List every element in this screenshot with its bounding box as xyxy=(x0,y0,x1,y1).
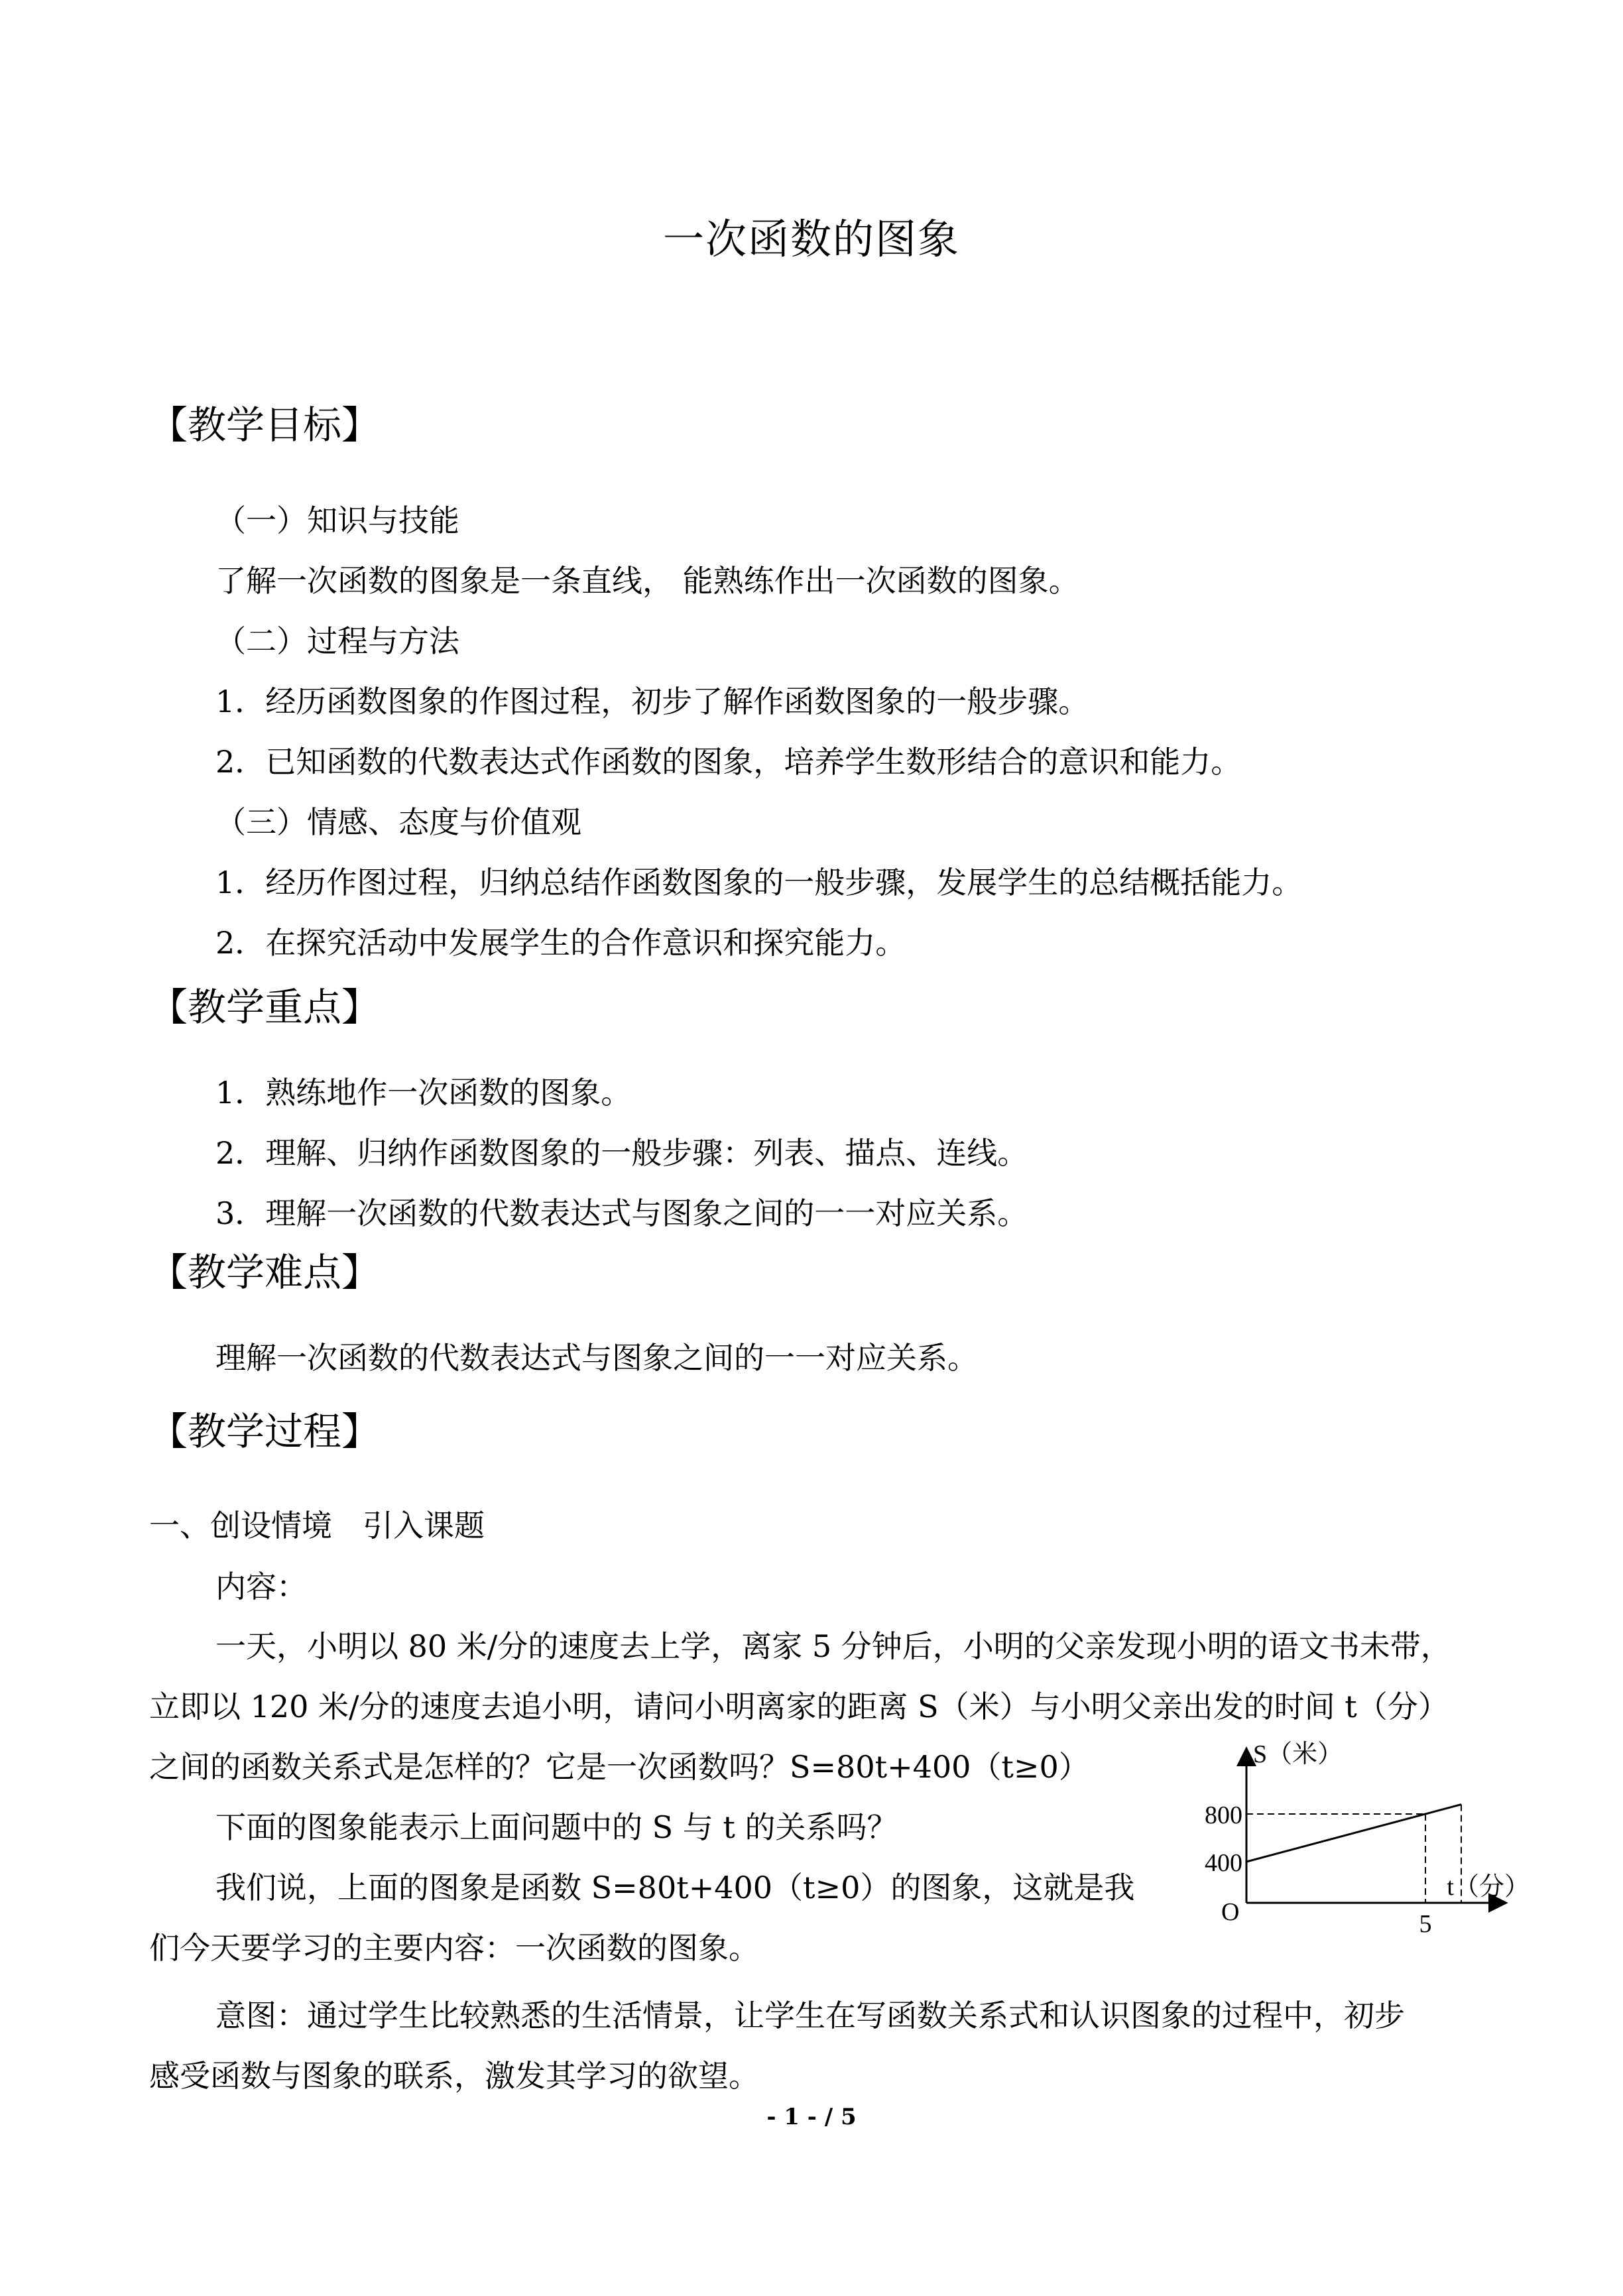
goals-sub1-text: 了解一次函数的图象是一条直线， 能熟练作出一次函数的图象。 xyxy=(215,563,1079,599)
process-part1-title: 一、创设情境 引入课题 xyxy=(149,1508,485,1543)
x-tick-label: 5 xyxy=(1419,1910,1432,1938)
origin-label: O xyxy=(1221,1898,1240,1926)
heading-goals: 【教学目标】 xyxy=(149,402,381,448)
process-para2: 下面的图象能表示上面问题中的 S 与 t 的关系吗？ xyxy=(215,1809,898,1845)
key-point-item: 1．熟练地作一次函数的图象。 xyxy=(215,1075,632,1111)
goals-sub2-item: 2．已知函数的代数表达式作函数的图象，培养学生数形结合的意识和能力。 xyxy=(215,744,1242,780)
goals-sub3-item: 1．经历作图过程，归纳总结作函数图象的一般步骤，发展学生的总结概括能力。 xyxy=(215,865,1303,900)
process-intent-line1: 意图：通过学生比较熟悉的生活情景，让学生在写函数关系式和认识图象的过程中，初步 xyxy=(215,1998,1405,2033)
y-axis-label: S（米） xyxy=(1253,1740,1343,1768)
goals-sub3: （三）情感、态度与价值观 xyxy=(215,804,581,840)
key-point-item: 2．理解、归纳作函数图象的一般步骤：列表、描点、连线。 xyxy=(215,1135,1028,1171)
process-intent-line2: 感受函数与图象的联系，激发其学习的欲望。 xyxy=(149,2058,759,2094)
goals-sub2-item: 1．经历函数图象的作图过程，初步了解作函数图象的一般步骤。 xyxy=(215,684,1089,719)
goals-sub3-item: 2．在探究活动中发展学生的合作意识和探究能力。 xyxy=(215,925,906,961)
y-tick-label: 400 xyxy=(1205,1849,1242,1877)
series-line-s-80t-400 xyxy=(1246,1805,1461,1862)
heading-key-points: 【教学重点】 xyxy=(149,985,381,1030)
difficulty-text: 理解一次函数的代数表达式与图象之间的一一对应关系。 xyxy=(215,1340,978,1376)
goals-sub2: （二）过程与方法 xyxy=(215,623,459,659)
process-para3-line1: 我们说，上面的图象是函数 S=80t+400（t≥0）的图象，这就是我 xyxy=(215,1870,1135,1905)
key-point-item: 3．理解一次函数的代数表达式与图象之间的一一对应关系。 xyxy=(215,1195,1028,1231)
x-axis-label: t（分） xyxy=(1447,1873,1530,1901)
page-title: 一次函数的图象 xyxy=(662,215,960,263)
y-tick-label: 800 xyxy=(1205,1801,1242,1829)
process-para3-line2: 们今天要学习的主要内容：一次函数的图象。 xyxy=(149,1930,759,1966)
st-graph xyxy=(1193,1740,1530,1943)
heading-process: 【教学过程】 xyxy=(149,1409,381,1454)
process-para1-line3: 之间的函数关系式是怎样的？它是一次函数吗？S=80t+400（t≥0） xyxy=(149,1749,1089,1785)
process-para1-line2: 立即以 120 米/分的速度去追小明，请问小明离家的距离 S（米）与小明父亲出发的时间 t（分） xyxy=(149,1689,1449,1724)
page-number: - 1 - / 5 xyxy=(766,2104,857,2130)
process-para1-line1: 一天，小明以 80 米/分的速度去上学，离家 5 分钟后，小明的父亲发现小明的语文书未带， xyxy=(215,1628,1451,1664)
heading-difficulties: 【教学难点】 xyxy=(149,1250,381,1295)
process-content-label: 内容： xyxy=(215,1569,307,1604)
goals-sub1: （一）知识与技能 xyxy=(215,503,459,538)
